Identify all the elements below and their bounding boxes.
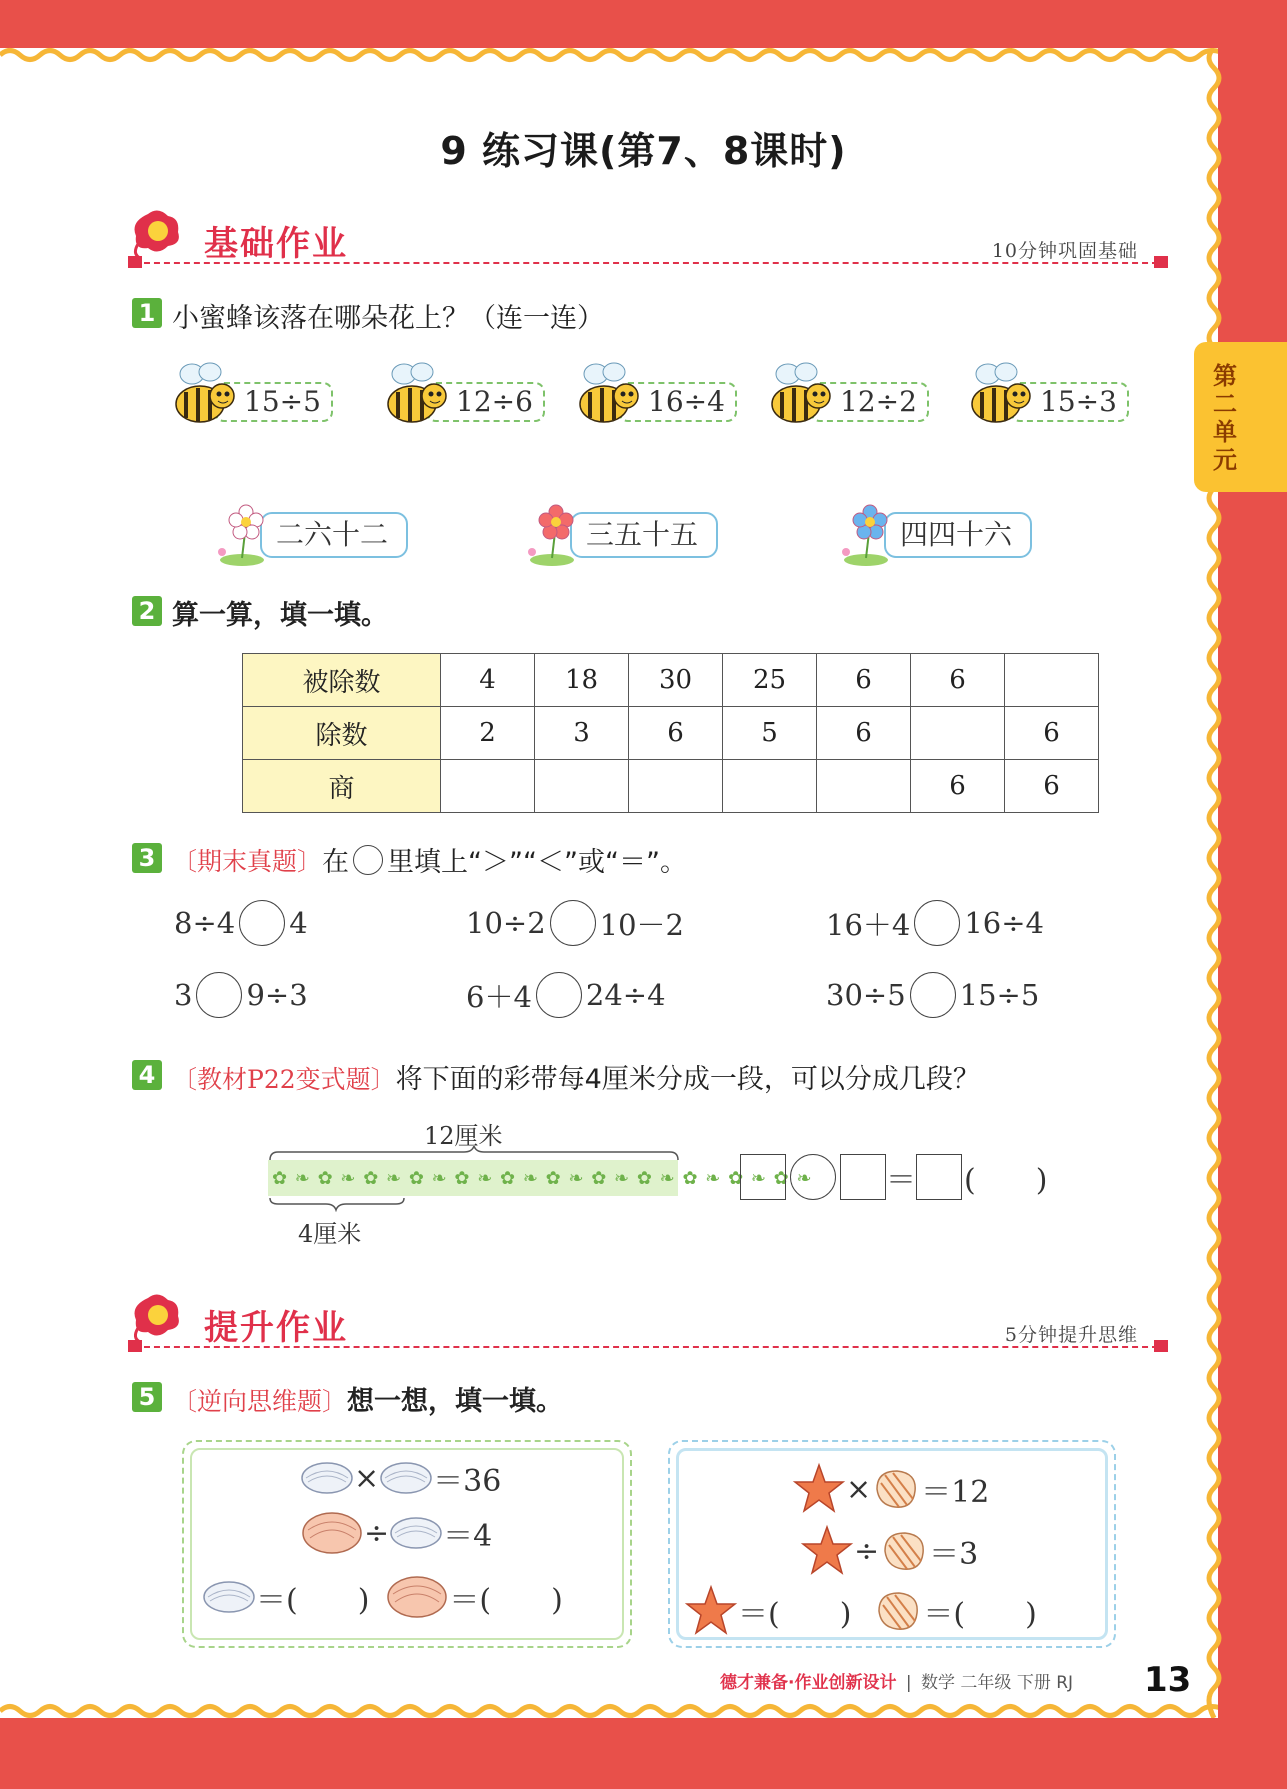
section-divider [134,262,1168,264]
bee-icon [768,360,838,430]
table-blank-cell[interactable] [441,760,535,813]
answer-box-1[interactable] [740,1154,786,1200]
flower-word: 三五十五 [570,512,718,558]
question-text-2: 算一算，填一填。 [172,600,388,631]
question-text-4 [172,1057,980,1096]
question-text-3-b: 里填上“＞”“＜”或“＝”。 [387,847,687,878]
bee-expression: 12÷6 [426,382,545,422]
bee-icon [576,360,646,430]
conch-icon [879,1527,929,1575]
table-row [243,707,1099,760]
comparison-item [174,972,308,1018]
section-header-basic [128,208,1168,268]
question-text-5 [172,1379,563,1418]
comparison-left: 16＋4 [826,907,911,942]
comparison-right: 15÷5 [959,978,1040,1012]
table-cell: 2 [441,707,535,760]
star-eq-1 [792,1462,989,1516]
table-cell: 18 [535,654,629,707]
comparison-circle[interactable] [914,900,960,946]
table-row-header: 除数 [243,707,441,760]
white-shell-icon [379,1458,433,1498]
answer-box-2[interactable] [840,1154,886,1200]
table-cell: 6 [817,707,911,760]
star-eq-1-result: ＝12 [921,1475,990,1510]
footer [720,1668,1073,1693]
question-tag-3: 〔期末真题〕 [172,846,323,876]
comparison-item [466,972,666,1018]
segment-brace-icon [268,1196,408,1212]
section-note-advanced: 5分钟提升思维 [1004,1324,1138,1346]
question-text-4-body: 将下面的彩带每4厘米分成一段，可以分成几段？ [395,1064,980,1095]
wavy-border-right [1200,48,1232,1718]
question-text-3-a: 在 [322,847,350,878]
white-shell-answer[interactable]: ＝( ) [256,1583,370,1618]
shell-eq-2 [300,1508,492,1558]
question-number-3: 3 [132,843,162,873]
table-cell: 6 [1005,707,1099,760]
comparison-right: 24÷4 [585,978,666,1012]
pink-shell-icon [300,1508,364,1558]
comparison-circle[interactable] [536,972,582,1018]
divider-end-right [1154,1340,1168,1352]
table-cell: 3 [535,707,629,760]
q4-equation [740,1154,1047,1200]
table-cell: 30 [629,654,723,707]
section-note-basic: 10分钟巩固基础 [991,240,1138,262]
ribbon-total-length: 12厘米 [424,1122,503,1150]
shell-eq-2-result: ＝4 [443,1519,493,1554]
comparison-circle[interactable] [910,972,956,1018]
footer-course: 数学 二年级 下册 RJ [921,1673,1074,1693]
star-eq-2-result: ＝3 [929,1537,979,1572]
table-cell: 25 [723,654,817,707]
question-number-1: 1 [132,298,162,328]
table-row [243,654,1099,707]
comparison-item [826,972,1039,1018]
question-number-2: 2 [132,596,162,626]
question-text-1: 小蜜蜂该落在哪朵花上？（连一连） [172,303,604,334]
flower-word: 二六十二 [260,512,408,558]
bee-expression: 16÷4 [618,382,737,422]
unit-side-tab-label: 第二单元 [1213,362,1237,474]
comparison-item [826,900,1044,946]
comparison-right: 10－2 [599,907,685,942]
unit-parentheses[interactable]: ( ) [964,1163,1048,1198]
question-number-5: 5 [132,1382,162,1412]
table-cell: 5 [723,707,817,760]
pink-shell-icon [385,1572,449,1622]
bee-icon [384,360,454,430]
comparison-left: 3 [174,978,193,1012]
shell-eq-1-op: × [354,1460,380,1496]
table-cell: 6 [911,654,1005,707]
starfish-icon [684,1584,738,1638]
unit-side-tab [1194,342,1287,492]
footer-brand: 德才兼备·作业创新设计 [720,1673,897,1693]
bee-expression: 15÷5 [214,382,333,422]
page-number: 13 [1144,1660,1192,1700]
starfish-icon [800,1524,854,1578]
question-number-4: 4 [132,1060,162,1090]
table-cell: 6 [629,707,723,760]
table-cell: 4 [441,654,535,707]
table-blank-cell[interactable] [535,760,629,813]
comparison-item [174,900,308,946]
starfish-answer[interactable]: ＝( ) [738,1597,852,1632]
section-divider [134,1346,1168,1348]
comparison-left: 8÷4 [174,906,236,940]
footer-separator: | [905,1673,912,1693]
ribbon-pattern: ✿ ❧ ✿ ❧ ✿ ❧ ✿ ❧ ✿ ❧ ✿ ❧ ✿ ❧ ✿ ❧ ✿ ❧ ✿ ❧ ✿ ❧ ✿ ❧ [272,1168,813,1189]
bee-icon [172,360,242,430]
wavy-border-bottom [0,1700,1228,1722]
comparison-circle[interactable] [239,900,285,946]
question-text-3 [172,840,687,879]
table-row [243,760,1099,813]
compare-circle-icon [353,845,383,875]
comparison-circle[interactable] [550,900,596,946]
divider-end-right [1154,256,1168,268]
ribbon-strip [268,1160,813,1196]
shell-eq-2-op: ÷ [364,1515,390,1551]
section-label-basic: 基础作业 [204,224,348,264]
conch-answer[interactable]: ＝( ) [923,1597,1037,1632]
bee-icon [968,360,1038,430]
flower-icon [522,504,582,568]
table-row-header: 被除数 [243,654,441,707]
table-blank-cell[interactable] [817,760,911,813]
comparison-left: 10÷2 [466,906,546,940]
bee-expression: 12÷2 [810,382,929,422]
shell-eq-1-result: ＝36 [433,1464,502,1499]
conch-icon [871,1465,921,1513]
shell-eq-1 [300,1456,501,1500]
table-cell: 6 [911,760,1005,813]
comparison-left: 6＋4 [466,979,532,1014]
white-shell-icon [389,1513,443,1553]
divider-end-left [128,1340,142,1352]
star-eq-2 [800,1524,978,1578]
flower-icon [836,504,896,568]
table-blank-cell[interactable] [911,707,1005,760]
flower-word: 四四十六 [884,512,1032,558]
comparison-left: 30÷5 [826,978,906,1012]
division-table [242,653,1099,813]
starfish-icon [792,1462,846,1516]
table-blank-cell[interactable] [723,760,817,813]
star-eq-1-op: × [846,1471,872,1507]
wavy-border-top [0,44,1228,66]
divider-end-left [128,256,142,268]
bee-expression: 15÷3 [1010,382,1129,422]
comparison-circle[interactable] [196,972,242,1018]
table-row-header: 商 [243,760,441,813]
pink-shell-answer[interactable]: ＝( ) [449,1583,563,1618]
section-label-advanced: 提升作业 [204,1308,348,1348]
shell-answers [202,1572,563,1622]
ribbon-segment-length: 4厘米 [298,1220,362,1248]
section-header-advanced [128,1292,1168,1352]
conch-icon [873,1587,923,1635]
flower-badge-icon [128,1292,184,1344]
question-tag-4: 〔教材P22变式题〕 [172,1065,396,1094]
comparison-right: 4 [289,906,308,940]
white-shell-icon [300,1458,354,1498]
white-shell-icon [202,1577,256,1617]
flower-badge-icon [128,208,184,260]
table-blank-cell[interactable] [1005,654,1099,707]
comparison-item [466,900,684,946]
page-title: 9 练习课(第7、8课时) [440,129,847,173]
question-tag-5: 〔逆向思维题〕 [172,1387,348,1416]
question-text-5-body: 想一想，填一填。 [347,1386,564,1417]
table-cell: 6 [817,654,911,707]
star-answers [684,1584,1037,1638]
comparison-right: 9÷3 [246,978,308,1012]
comparison-right: 16÷4 [964,906,1045,940]
table-blank-cell[interactable] [629,760,723,813]
answer-box-3[interactable] [916,1154,962,1200]
table-cell: 6 [1005,760,1099,813]
equals-sign: ＝ [886,1163,916,1198]
operator-circle[interactable] [790,1154,836,1200]
star-eq-2-op: ÷ [854,1533,880,1569]
flower-icon [212,504,272,568]
